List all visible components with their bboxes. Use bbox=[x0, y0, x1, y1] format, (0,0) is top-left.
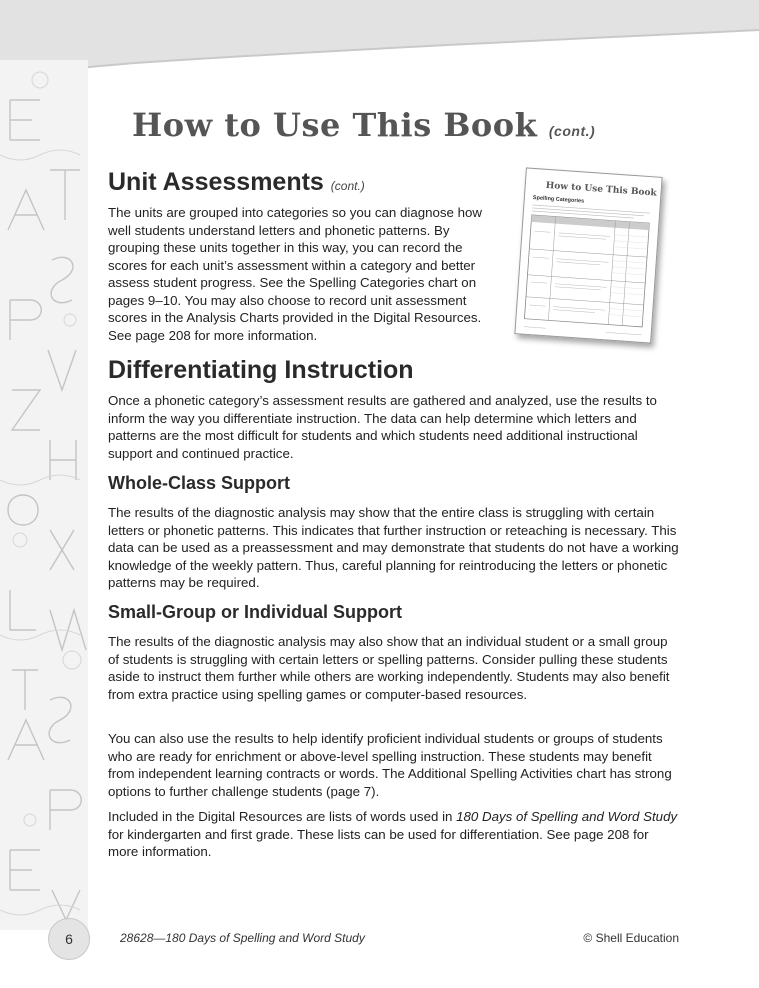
thumbnail-subtitle: Spelling Categories bbox=[532, 194, 585, 205]
page-number-badge bbox=[48, 918, 90, 960]
page-title-cont: (cont.) bbox=[548, 123, 596, 139]
paragraph-3-pre: Included in the Digital Resources are lists of words used in bbox=[108, 809, 457, 824]
small-group-paragraph-3 bbox=[108, 808, 680, 861]
whole-class-heading: Whole-Class Support bbox=[108, 473, 291, 493]
spelling-categories-thumbnail bbox=[514, 167, 662, 343]
differentiating-heading: Differentiating Instruction bbox=[108, 356, 414, 384]
header-swoosh-decoration bbox=[0, 0, 759, 80]
letter-pattern-decoration bbox=[0, 60, 88, 930]
whole-class-paragraph: The results of the diagnostic analysis may show that the entire class is struggling with certain letters or phonetic patterns. This indicates that further instruction or reteaching is necessary. This data can be used as a preassessment and may demonstrate that students do not have a working knowledge of the weekly pattern. Thus, careful planning for reintroducing the letters or phonetic patterns may be required. bbox=[108, 505, 679, 590]
footer-book-title: 28628—180 Days of Spelling and Word Study bbox=[120, 931, 365, 945]
thumbnail-title: How to Use This Book bbox=[545, 180, 658, 199]
small-group-paragraph-2: You can also use the results to help identify proficient individual students or groups of students who are ready for enrichment or above-level spelling instruction. These students may benefit from independent learning contracts or words. The Additional Spelling Activities chart has strong options to further challenge students (page 7). bbox=[108, 731, 672, 799]
unit-assessments-heading-cont: (cont.) bbox=[330, 179, 365, 193]
differentiating-paragraph: Once a phonetic category’s assessment results are gathered and analyzed, use the results to inform the way you differentiate instruction. The data can help determine which letters and patterns are the most difficult for students and which students need additional instructional support and continued practice. bbox=[108, 393, 657, 461]
book-title-italic: 180 Days of Spelling and Word Study bbox=[456, 809, 678, 824]
page-title bbox=[132, 106, 595, 144]
unit-assessments-paragraph: The units are grouped into categories so you can diagnose how well students understand letters and phonetic patterns. By grouping these units together in this way, you can record the scores for each unit’s assessment within a category and better assess student progress. See the Spelling Categories chart on pages 9–10. You may also choose to record unit assessment scores in the Analysis Charts provided in the Digital Resources. See page 208 for more information. bbox=[108, 205, 483, 343]
unit-assessments-heading bbox=[108, 168, 365, 197]
small-group-heading: Small-Group or Individual Support bbox=[108, 602, 403, 622]
page-title-text: How to Use This Book bbox=[132, 106, 538, 144]
page-number: 6 bbox=[65, 931, 73, 947]
small-group-paragraph-1: The results of the diagnostic analysis may also show that an individual student or a small group of students is struggling with certain letters or spelling patterns. Consider pulling these students aside to instruct them further while others are working independently. Students may also benefit from extra practice using spelling games or computer-based resources. bbox=[108, 634, 670, 702]
footer-copyright: © Shell Education bbox=[583, 931, 679, 945]
unit-assessments-heading-text: Unit Assessments bbox=[108, 168, 324, 196]
paragraph-3-post: for kindergarten and first grade. These lists can be used for differentiation. See page 208 for more information. bbox=[108, 826, 649, 859]
